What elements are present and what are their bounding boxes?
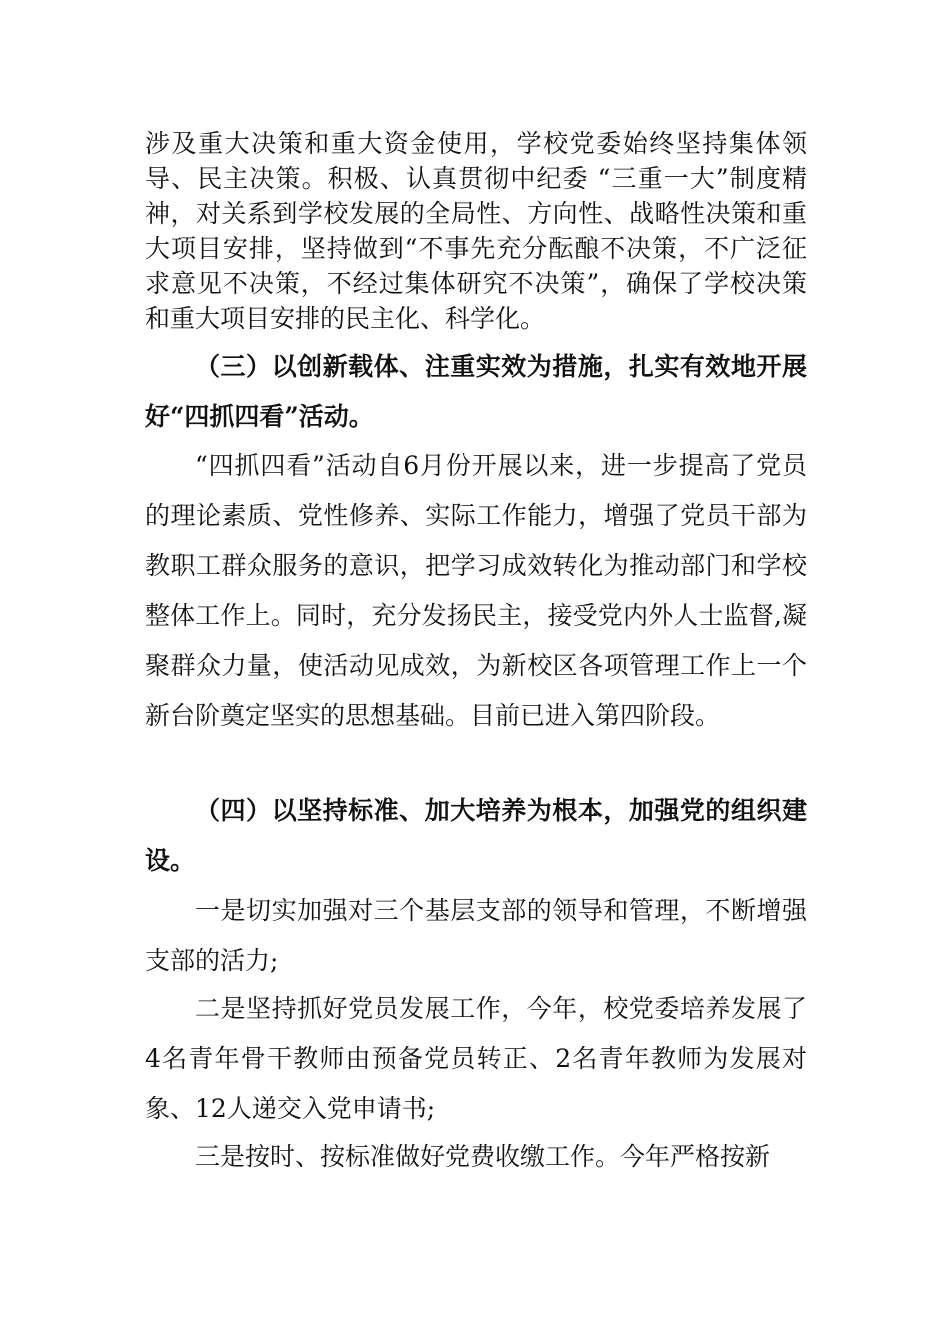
paragraph-branch-management: 一是切实加强对三个基层支部的领导和管理，不断增强支部的活力; — [145, 896, 807, 975]
section-heading-4: （四）以坚持标准、加大培养为根本，加强党的组织建设。 — [145, 796, 807, 875]
paragraph-four-grasp-activity: “四抓四看”活动自6月份开展以来，进一步提高了党员的理论素质、党性修养、实际工作能力，增强了党员干部为教职工群众服务的意识，把学习成效转化为推动部门和学校整体工作上。同时，充分发扬民主，接受党内外人士监督,凝聚群众力量，使活动见成效，为新校区各项管理工作上一个新台阶奠定坚实的思想基础。目前已进入第四阶段。 — [145, 451, 807, 730]
section-heading-3: （三）以创新载体、注重实效为措施，扎实有效地开展好“四抓四看”活动。 — [145, 352, 807, 431]
paragraph-member-development: 二是坚持抓好党员发展工作，今年，校党委培养发展了4名青年骨干教师由预备党员转正、2名青年教师为发展对象、12人递交入党申请书; — [145, 994, 807, 1123]
paragraph-decision-making: 涉及重大决策和重大资金使用，学校党委始终坚持集体领导、民主决策。积极、认真贯彻中纪委 “三重一大”制度精神，对关系到学校发展的全局性、方向性、战略性决策和重大项目安排，坚持做到“不事先充分酝酿不决策，不广泛征求意见不决策，不经过集体研究不决策”，确保了学校决策和重大项目安排的民主化、科学化。 — [145, 129, 807, 333]
paragraph-dues-collection: 三是按时、按标准做好党费收缴工作。今年严格按新 — [195, 1142, 771, 1171]
